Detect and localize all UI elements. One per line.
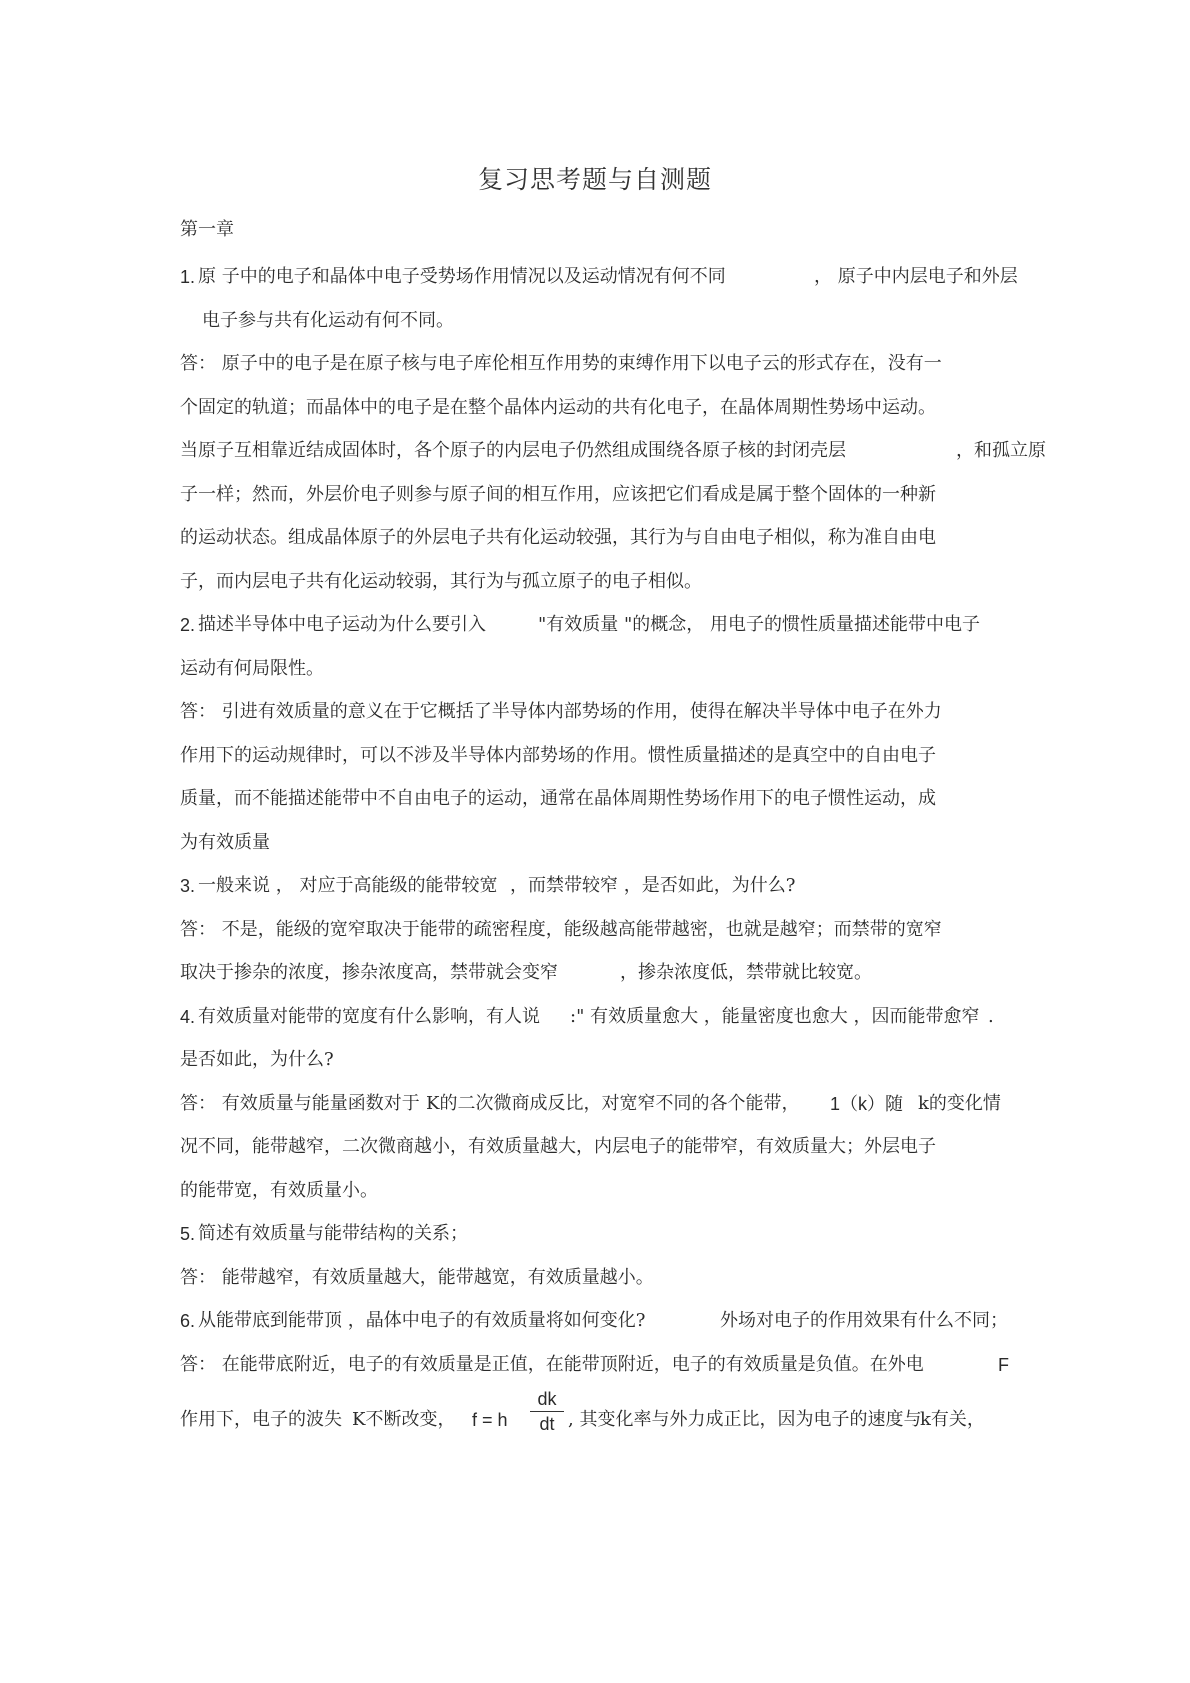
question-3-number: 3. bbox=[180, 876, 196, 896]
question-4-line-1 bbox=[180, 1002, 1060, 1032]
question-6-line-1 bbox=[180, 1306, 1060, 1336]
question-4-text-b: :" 有效质量愈大 ，能量密度也愈大 ，因而能带愈窄 bbox=[570, 1006, 980, 1027]
question-6-text-a: 从能带底到能带顶 ，晶体中电子的有效质量将如何变化? bbox=[198, 1310, 646, 1331]
answer-3-text: 答： 不是，能级的宽窄取决于能带的疏密程度，能级越高能带越密，也就是越窄；而禁带的宽窄 bbox=[180, 919, 942, 940]
answer-4-text: 答： 有效质量与能量函数对于 bbox=[180, 1093, 420, 1114]
answer-1-line-3 bbox=[180, 436, 1060, 466]
page-title: 复习思考题与自测题 bbox=[477, 165, 712, 194]
chapter-heading bbox=[180, 215, 1060, 245]
question-1-text-b: ， 原子中内层电子和外层 bbox=[814, 266, 1018, 287]
question-4-text-d: 是否如此，为什么? bbox=[180, 1049, 334, 1070]
question-1-text-c: 电子参与共有化运动有何不同。 bbox=[202, 310, 454, 331]
answer-5-text: 答： 能带越窄，有效质量越大，能带越宽，有效质量越小。 bbox=[180, 1267, 654, 1288]
answer-6-line-2 bbox=[180, 1389, 1060, 1435]
answer-1-line-1 bbox=[180, 349, 1060, 379]
answer-4-text: K的二次微商成反比，对宽窄不同的各个能带， bbox=[426, 1093, 800, 1114]
question-4-text-a: 有效质量对能带的宽度有什么影响，有人说 bbox=[198, 1006, 540, 1027]
answer-4-line-3 bbox=[180, 1176, 1060, 1206]
question-2-line-2 bbox=[180, 654, 1060, 684]
question-2-text-b: "有效质量 "的概念， 用电子的惯性质量描述能带中电子 bbox=[538, 614, 980, 635]
answer-5-line-1 bbox=[180, 1263, 1060, 1293]
question-3-text-b: ，而禁带较窄 ，是否如此，为什么? bbox=[510, 875, 796, 896]
answer-2-line-4 bbox=[180, 828, 1060, 858]
question-1-line-2 bbox=[180, 306, 1060, 336]
answer-3-line-1 bbox=[180, 915, 1060, 945]
answer-6-text: 作用下，电子的波失 bbox=[180, 1409, 342, 1430]
answer-1-text: 的运动状态。组成晶体原子的外层电子共有化运动较强，其行为与自由电子相似，称为准自由电 bbox=[180, 527, 936, 548]
answer-1-line-6 bbox=[180, 567, 1060, 597]
answer-4-text: 1（k）随 bbox=[830, 1094, 904, 1114]
answer-1-text: 子一样；然而，外层价电子则参与原子间的相互作用，应该把它们看成是属于整个固体的一种新 bbox=[180, 484, 936, 505]
question-1-number: 1. bbox=[180, 267, 196, 287]
question-3-text-a: 一般来说 ， 对应于高能级的能带较宽 bbox=[198, 875, 498, 896]
chapter-label: 第一章 bbox=[180, 219, 234, 240]
answer-1-line-5 bbox=[180, 523, 1060, 553]
answer-2-text: 为有效质量 bbox=[180, 832, 270, 853]
answer-4-line-1 bbox=[180, 1089, 1060, 1119]
answer-4-line-2 bbox=[180, 1132, 1060, 1162]
question-4-line-2 bbox=[180, 1045, 1060, 1075]
answer-2-line-1 bbox=[180, 697, 1060, 727]
answer-2-text: 答： 引进有效质量的意义在于它概括了半导体内部势场的作用，使得在解决半导体中电子在外力 bbox=[180, 701, 942, 722]
answer-4-text: 的能带宽，有效质量小。 bbox=[180, 1180, 378, 1201]
question-2-text-a: 描述半导体中电子运动为什么要引入 bbox=[198, 614, 486, 635]
answer-4-text: 况不同，能带越窄，二次微商越小，有效质量越大，内层电子的能带窄，有效质量大；外层电子 bbox=[180, 1136, 936, 1157]
answer-1-text: 个固定的轨道；而晶体中的电子是在整个晶体内运动的共有化电子，在晶体周期性势场中运动。 bbox=[180, 397, 936, 418]
answer-1-text: 答： 原子中的电子是在原子核与电子库伦相互作用势的束缚作用下以电子云的形式存在，没有一 bbox=[180, 353, 942, 374]
answer-6-line-1 bbox=[180, 1350, 1060, 1380]
answer-2-line-2 bbox=[180, 741, 1060, 771]
answer-1-text: 子，而内层电子共有化运动较弱，其行为与孤立原子的电子相似。 bbox=[180, 571, 702, 592]
answer-6-text: , 其变化率与外力成正比，因为电子的速度与 bbox=[568, 1409, 922, 1430]
question-5-line-1 bbox=[180, 1219, 1060, 1249]
question-6-number: 6. bbox=[180, 1311, 196, 1331]
answer-6-formula-fraction bbox=[530, 1387, 564, 1436]
question-5-number: 5. bbox=[180, 1224, 196, 1244]
answer-6-formula-lhs: f = h bbox=[472, 1410, 508, 1430]
answer-1-text: ，和孤立原 bbox=[956, 440, 1046, 461]
answer-1-line-2 bbox=[180, 393, 1060, 423]
question-2-number: 2. bbox=[180, 615, 196, 635]
question-2-line-1 bbox=[180, 610, 1060, 640]
question-6-text-b: 外场对电子的作用效果有什么不同； bbox=[720, 1310, 1008, 1331]
answer-6-force-symbol: F bbox=[998, 1355, 1009, 1375]
answer-2-text: 质量，而不能描述能带中不自由电子的运动，通常在晶体周期性势场作用下的电子惯性运动，成 bbox=[180, 788, 936, 809]
answer-6-text: K不断改变， bbox=[352, 1409, 456, 1430]
answer-3-text: ，掺杂浓度低，禁带就比较宽。 bbox=[620, 962, 872, 983]
fraction-numerator: dk bbox=[530, 1387, 564, 1412]
question-5-text-a: 简述有效质量与能带结构的关系； bbox=[198, 1223, 468, 1244]
answer-2-text: 作用下的运动规律时，可以不涉及半导体内部势场的作用。惯性质量描述的是真空中的自由电子 bbox=[180, 745, 936, 766]
question-4-number: 4. bbox=[180, 1007, 196, 1027]
question-4-text-c: . bbox=[988, 1006, 994, 1027]
question-2-text-c: 运动有何局限性。 bbox=[180, 658, 324, 679]
answer-4-text: k的变化情 bbox=[918, 1093, 1001, 1114]
answer-3-line-2 bbox=[180, 958, 1060, 988]
answer-1-text: 当原子互相靠近结成固体时，各个原子的内层电子仍然组成围绕各原子核的封闭壳层 bbox=[180, 440, 846, 461]
answer-6-text: k有关， bbox=[920, 1409, 985, 1430]
question-3-line-1 bbox=[180, 871, 1060, 901]
question-1-line-1 bbox=[180, 262, 1060, 292]
answer-1-line-4 bbox=[180, 480, 1060, 510]
fraction-denominator: dt bbox=[539, 1414, 555, 1434]
answer-2-line-3 bbox=[180, 784, 1060, 814]
question-1-text-a: 原 子中的电子和晶体中电子受势场作用情况以及运动情况有何不同 bbox=[198, 266, 726, 287]
answer-6-text: 答： 在能带底附近，电子的有效质量是正值，在能带顶附近，电子的有效质量是负值。在外电 bbox=[180, 1354, 924, 1375]
answer-3-text: 取决于掺杂的浓度，掺杂浓度高，禁带就会变窄 bbox=[180, 962, 558, 983]
